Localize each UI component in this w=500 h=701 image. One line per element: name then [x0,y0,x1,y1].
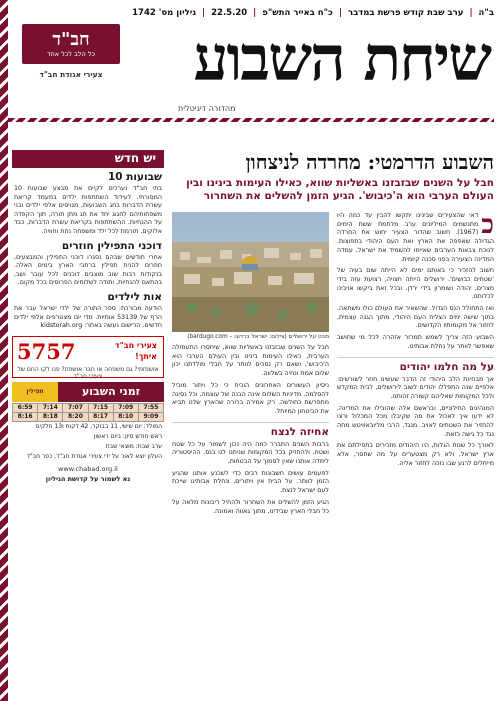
table-cell: 9:09 [138,412,163,421]
section-heading: על מה חלמו יהודים [337,357,494,373]
table-cell: 7:55 [138,403,163,412]
sidebar-section-text: בתי חב"ד נערכים לקיים את מבצע שבועות 10 המסורתי. לעידוד השתתפות ילדים במעמד קריאת עשרת הדברות בחג השבועות, מגויסים אלפי ילדים ובני משפחותיהם לחגוג יחד את חג מתן תורה, תוך הקפדה על ההנחיות. ההשתתפות בקריאת עשרת הדברות, כבד אלוקים, תורמת לכל ילד ומשפחה נחת וחוויה. [14,185,162,235]
tefillin-logo: תפילין [12,382,58,402]
table-row [13,403,164,412]
ad-line-3: אושפזתי? גם משפחה או חבר אושפזו? פנו לקו החם של צעירי חב"ד [17,365,159,380]
sidebar-section [12,291,164,331]
publisher-note: העלון יוצא לאור על ידי צעירי אגודת חב"ד, כפר חב"ד [26,452,162,460]
dropcap: כ [481,212,494,240]
article-paragraph: ניסיון העשורים האחרונים הוכיח כי כל ויתור מוביל להסלמה. מדיניות השלום אינה הבנה של עוצמה, וכל נסיגה מתפרשת כחולשה. רק אמירה ברורה שהארץ שלנו תביא את הביטחון המיוחל. [172,381,329,415]
article-paragraph: ואז התחולל הנס הגדול. שהשאיר את העולם כולו משתאה. בתוך שישה ימים הצליח העם היהודי, מתוך הגנה עצמית, לחזור אל מקומותיו הקדושים. [337,305,494,330]
article-paragraph: לפעמים עושים חשבונות רבים כדי לשכנע אותנו שהגיע הזמן לוותר. על הבית אין ויתורים, ונחלת אבותינו שייכת לעם ישראל לנצח. [172,469,329,495]
section-heading: אחיזה לנצח [172,422,329,438]
sidebar-section-title: שבועות 10 [107,171,162,183]
logo-main-text: חב"ד [52,28,90,50]
table-cell: 8:10 [113,412,138,421]
table-cell: 8:18 [38,412,63,421]
article-paragraph: אך מבחינת הלב היהודי זה הדבר שעשינו חוזר לשורשים: אלפיים שנה התפללו יהודים לשוב לירושלים, לבית המקדש ולכל המקומות שאליהם קשורה זהותנו. [337,375,494,400]
article-paragraph: ברבות השנים התברר כמה היה נכון לשמור על כל שטח ושטח, ולהחזיק בכל המקומות שניתנו לנו בנס. ההיסטוריה לימדה אותנו שאין לסמוך על הבטחות. [172,440,329,466]
header-rule [8,118,494,122]
table-cell: 8:20 [63,412,88,421]
article-paragraph: חשוב להזכיר כי באותם ימים לא הייתה שום בעיה של 'שטחים כבושים'. ירושלים הייתה חצויה, רצועת עזה בידי מצרים, יהודה ושומרון בידי ירדן. ובכל זאת ביקשו אויבינו לכלותנו. [337,267,494,301]
article-subhead: חבל על השנים שבזבזנו באשליות שווא, כאילו העימות בינינו ובין העולם הערבי הוא ה'כיבוש'. הגיע הזמן להשלים את השחרור [186,177,494,202]
times-title: זמני השבוע [58,382,164,402]
hotline-ad[interactable] [12,336,164,378]
sanctity-note: נא לשמור על קדושת הגיליון [45,474,131,483]
issue-weekday: ערב שבת קודש פרשת במדבר [347,8,464,18]
times-header [12,382,164,402]
table-cell: 7:14 [38,403,63,412]
chabad-logo [22,24,120,64]
ad-line-1: צעירי חב"ד [114,340,157,350]
calendar-note: המולד: יום שישי, 11 בבוקר, 42 דקות ו13 חלקים [35,422,162,430]
article-column-left [172,212,329,696]
newsletter-title: שיחת השבוע [193,22,490,95]
issue-civil-date: 22.5.20 [211,8,248,18]
photo-caption: מבט על ירושלים (צילום: ישראל ברדוגו – bardugo.com) [187,334,329,340]
article-paragraph: לאורך כל שנות הגלות, היו היהודים מזכירים בתפילתם את ארץ ישראל, ולא רק מצטערים על מה שחסר, אלא מייחלים לרגע שבו נזכה לחזור אליה. [337,442,494,467]
calendar-note: ראש חודש סיון: ביום ראשון [93,432,162,440]
sidebar [12,150,164,695]
article-paragraph: המנהיגים החילוניים, ובראשם אלה שהובילו את המדינה, לא ידעו איך לאכול את מה שקיבלו מכל המכלול ורצו להחזיר את השטחים לאויב. מנגד, הרבי מליובאוויטש מחה נגד כל גישה כזאת. [337,404,494,438]
article-paragraph: השבוע הזה צריך לשמש תמרור אזהרה לכל מי שחושב שאפשר לוותר על נחלת אבותינו. [337,334,494,350]
times-table [12,403,164,422]
article-column-right [337,212,494,696]
table-cell: 7:07 [63,403,88,412]
table-cell: 7:15 [88,403,113,412]
sidebar-section [12,171,164,237]
issue-hebrew-date: כ"ח באייר התש"פ [262,8,333,18]
table-row [13,412,164,421]
sidebar-section-title: דוכני התפילין חוזרים [61,239,162,252]
publisher-name: צעירי אגודת חב"ד [39,70,103,79]
logo-slogan: כל הלב לכל אחד [47,49,95,58]
decorative-stripe [0,0,8,701]
sidebar-section-title: אות לילדים [107,290,162,303]
table-cell: 8:17 [88,412,113,421]
table-cell: 8:16 [13,412,38,421]
hotline-number: 5757 [17,338,76,364]
table-cell: 6:59 [13,403,38,412]
article-paragraph: כ דאי שהצעירים שבינינו יתקשו להבין עד כמה היו מתנשמים המיליונים ערב מלחמת ששת הימים (1967). חשוב שהדור הצעיר יחוש את החרדה הגדולה שאפפה את הארץ ואת העם היהודי בתפוצות. לנוכח צבאות הערבים שאיימו להשמיד את ישראל, עמדה המדינה הצעירה בפני סכנה קיומית. [337,212,494,263]
calendar-note: ערב שבת: מוצאי שבת [105,442,162,450]
sidebar-header: יש חדש [12,150,164,168]
issue-line: ב"ה | ערב שבת קודש פרשת במדבר | כ"ח באייר התש"פ | 22.5.20 | גיליון מס' 1742 [132,8,494,18]
article-columns [172,212,494,695]
article-paragraph: חבל על השנים שבזבזנו באשליות שווא, שיחסרו התעמולה הערבית, כאילו העימות בינינו ובין העולם הערבי הוא ה'כיבוש', ושאם רק נסכים לוותר על חבלי מולדתנו יכון שלום אמת ונחיה בשלווה. [172,344,329,378]
website-link[interactable]: www.chabad.org.il [58,464,118,473]
article-headline: השבוע הדרמטי: מחרדה לניצחון [245,150,494,174]
masthead [8,22,494,95]
sidebar-section [12,240,164,288]
issue-day: ב"ה [478,8,494,18]
sidebar-section-text: אחרי חודשים שבהם נסגרו דוכני התפילין והמבצעים, חוזרים להניח תפילין ברחבי הארץ בימים האלה. בנקודות רבות שוב מוצבים דוכנים לכל עובר ושב, בהתאם להנחיות, ותודה לשלוחים הפרוסים בכל מקום. [14,253,162,287]
edition-label: מהדורה דיגיטלית [178,104,236,113]
sidebar-section-text: הודעה מבורכת: ספר התורה של ילדי ישראל עבר את הרף של 53139 אותיות. מדי יום מצטרפים אלפי ילדים חדשים. הרישום נעשה באתר: kidstorah.org [14,304,162,330]
jerusalem-photo [172,212,329,332]
table-cell: 7:09 [113,403,138,412]
article-paragraph: הגיע הזמן להשלים את השחרור ולהחיל ריבונות מלאה על כל חבלי הארץ שבידינו, מתוך גאווה ואמונה. [172,498,329,515]
ad-line-2: איתך! [135,351,157,361]
city-skyline-image [172,212,329,332]
issue-number: גיליון מס' 1742 [132,8,197,18]
main-article [172,150,494,695]
